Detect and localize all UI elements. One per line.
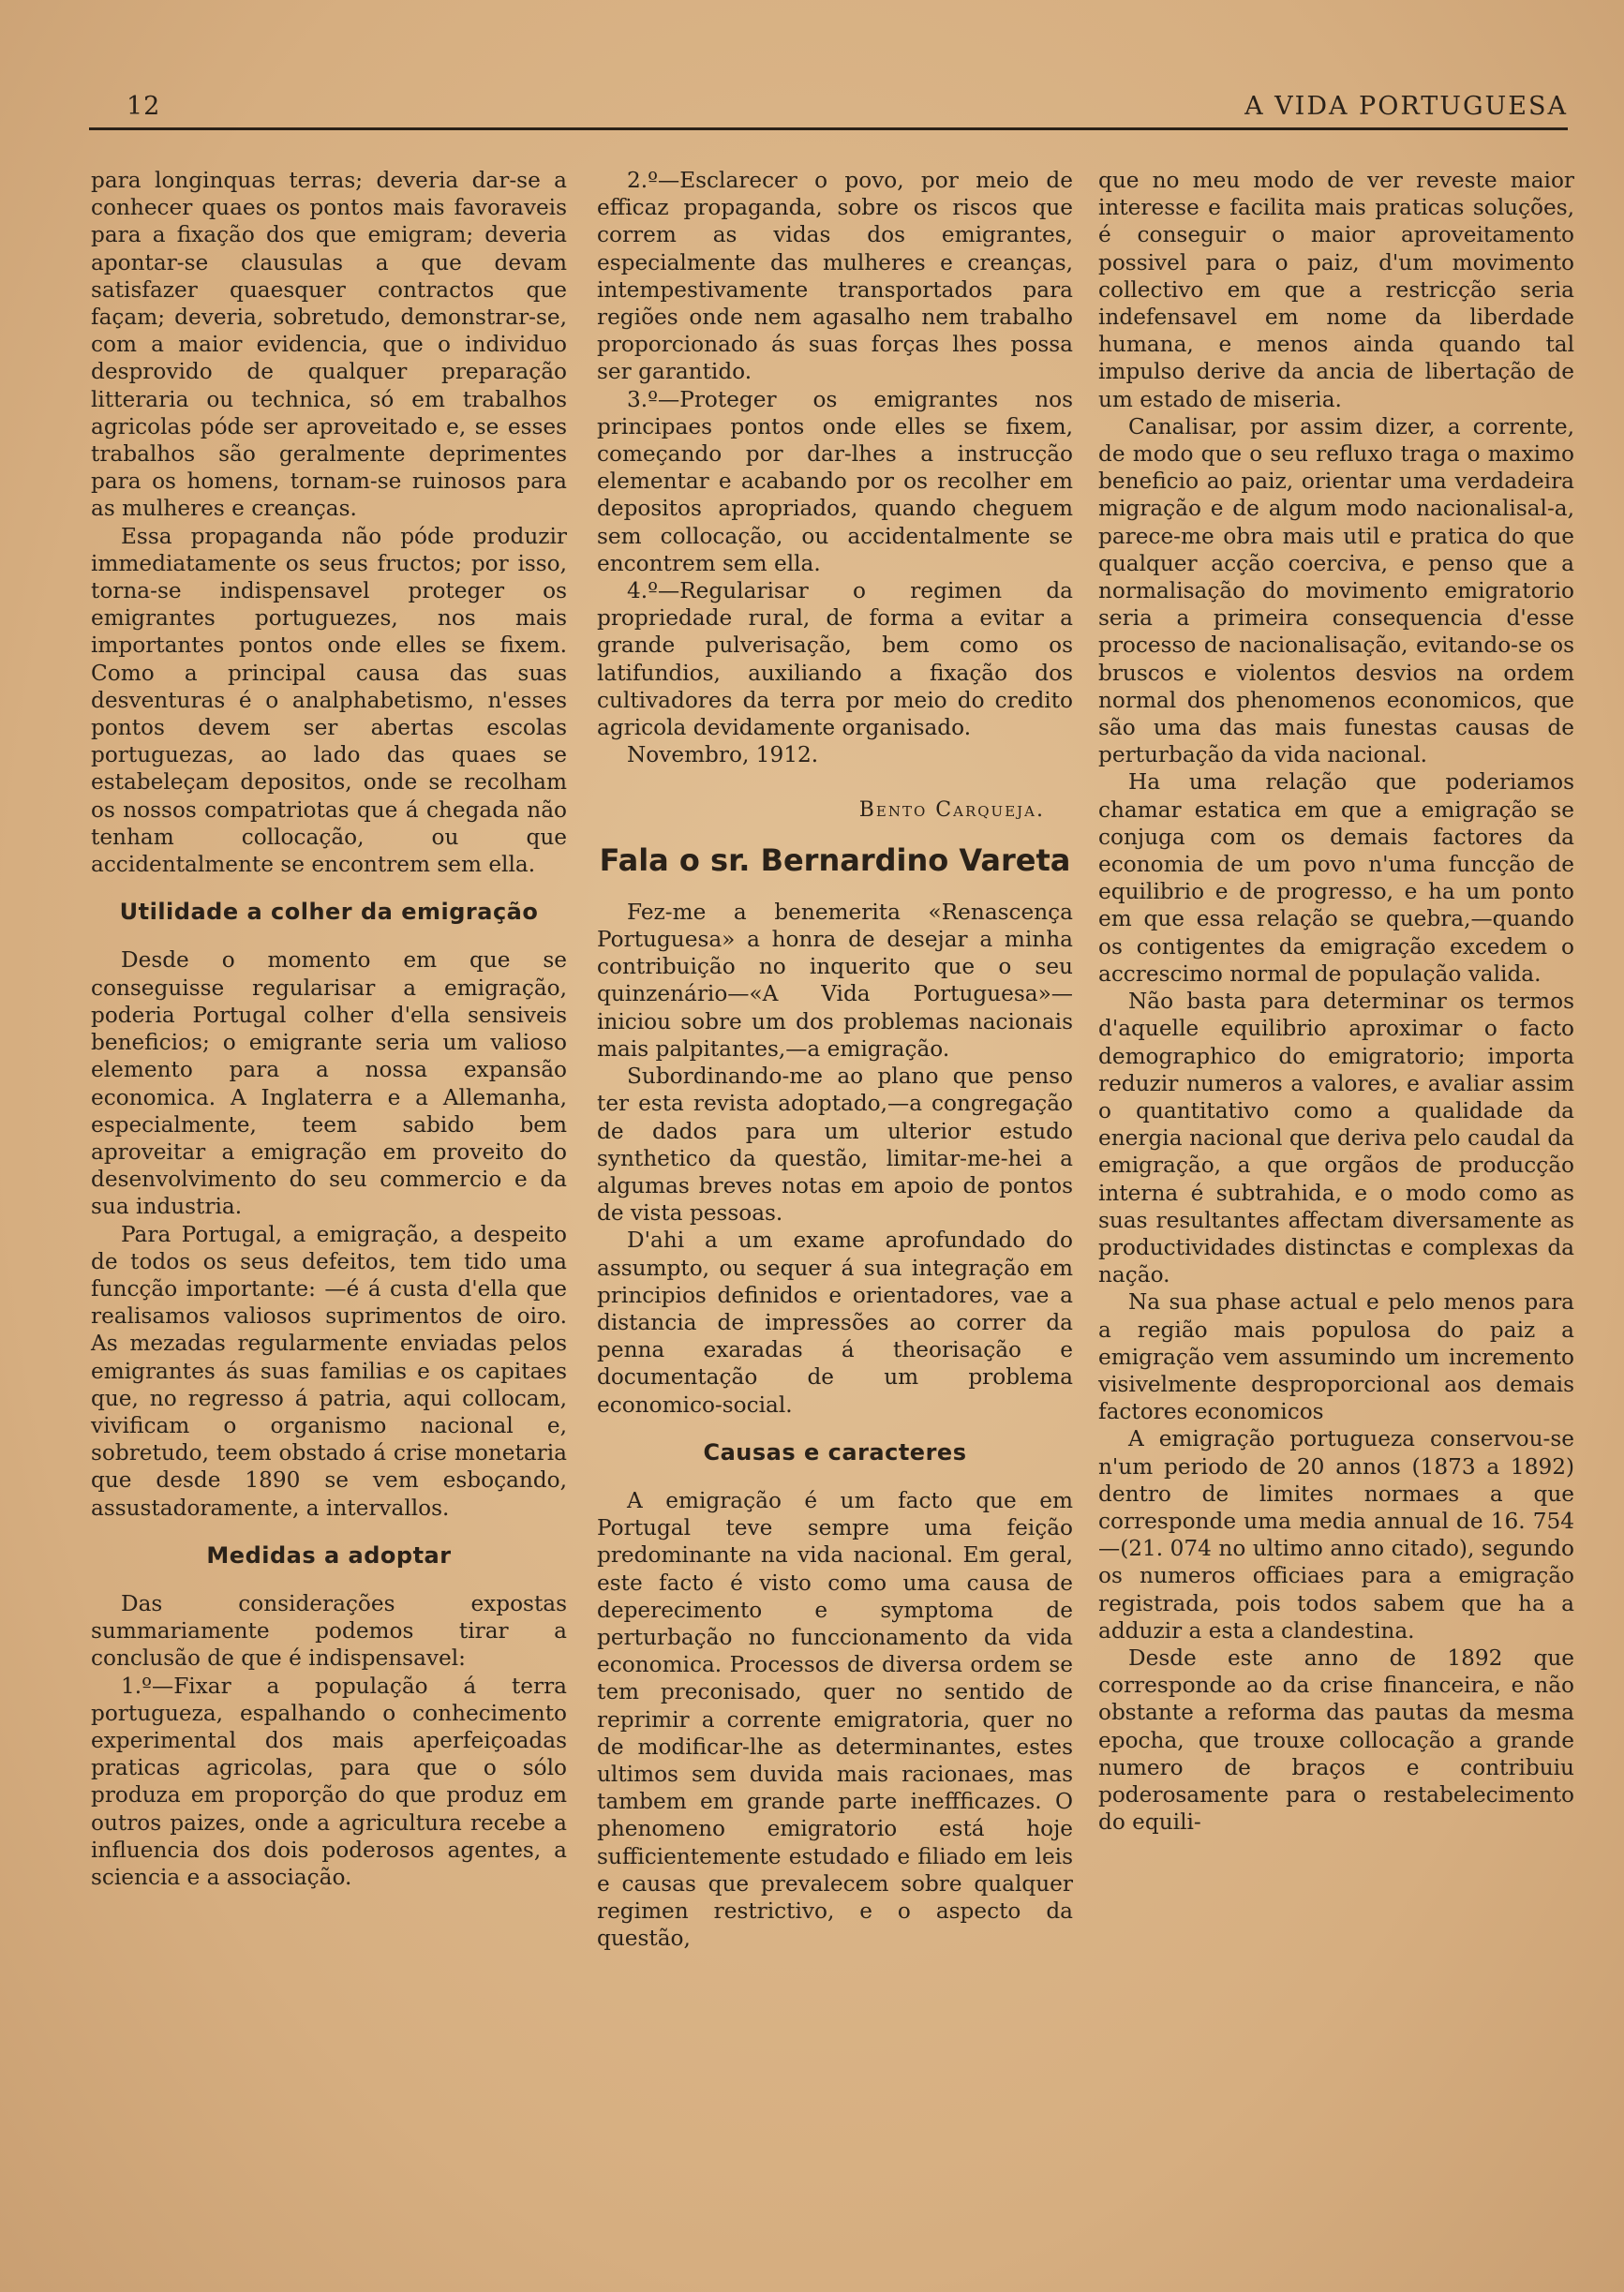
paragraph: para longinquas terras; deveria dar-se a conhecer quaes os pontos mais favoraveis para a fixação dos que emigram; deveria apontar-se clausulas a que devam satisfazer quaesquer contractos que façam; deveria, sobretudo, demonstrar-se, com a maior evidencia, que o individuo desprovido de qualquer preparação litteraria ou technica, só em trabalhos agricolas póde ser aproveitado e, se esses trabalhos são geralmente deprimentes para os homens, tornam-se ruinosos para as mulheres e creanças.: [91, 168, 567, 522]
article-date: Novembro, 1912.: [627, 742, 819, 768]
paragraph: Essa propaganda não póde produzir immediatamente os seus fructos; por isso, torna-se indispensavel proteger os emigrantes portuguezes, nos mais importantes pontos onde elles se fixem. Como a principal causa das suas desventuras é o analphabetismo, n'esses pontos devem ser abertas escolas portuguezas, ao lado das quaes se estabeleçam depositos, onde se recolham os nossos compatriotas que á chegada não tenham collocação, ou que accidentalmente se encontrem sem ella.: [91, 523, 567, 878]
paragraph: A emigração portugueza conservou-se n'um periodo de 20 annos (1873 a 1892) dentro de limites normaes a que corresponde uma media annual de 16. 754—(21. 074 no ultimo anno citado), segundo os numeros officiaes para a emigração registrada, pois todos sabem que ha a adduzir a esta a clandestina.: [1098, 1426, 1574, 1644]
paragraph: Não basta para determinar os termos d'aquelle equilibrio aproximar o facto demographico do emigratorio; importa reduzir numeros a valores, e avaliar assim o quantitativo como a qualidade da energia nacional que deriva pelo caudal da emigração, a que orgãos de producção interna é subtrahida, e o modo como as suas resultantes affectam diversamente as productividades distinctas e complexas da nação.: [1098, 989, 1574, 1288]
author-signature: Bento Carqueja.: [858, 798, 1045, 823]
page-number: 12: [127, 92, 161, 121]
running-title: A VIDA PORTUGUESA: [1244, 92, 1568, 121]
column-2: [597, 167, 1073, 1952]
section-heading: Causas e caracteres: [703, 1438, 967, 1466]
page-header: [89, 86, 1568, 124]
column-1: [91, 167, 567, 1891]
paragraph: que no meu modo de ver reveste maior interesse e facilita mais praticas soluções, é conseguir o maior aproveitamento possivel para o paiz, d'um movimento collectivo em que a restricção seria indefensavel em nome da liberdade humana, e menos ainda quando tal impulso derive da ancia de libertação de um estado de miseria.: [1098, 168, 1574, 412]
header-rule: [89, 127, 1568, 130]
paragraph: D'ahi a um exame aprofundado do assumpto, ou sequer á sua integração em principios definidos e orientadores, vae a distancia de impressões ao correr da penna exaradas á theorisação e documentação de um problema economico-social.: [597, 1228, 1073, 1418]
paragraph: Desde o momento em que se conseguisse regularisar a emigração, poderia Portugal colher d'ella sensiveis beneficios; o emigrante seria um valioso elemento para a nossa expansão economica. A Inglaterra e a Allemanha, especialmente, teem sabido bem aproveitar a emigração em proveito do desenvolvimento do seu commercio e da sua industria.: [91, 947, 567, 1220]
paragraph: 1.º—Fixar a população á terra portugueza, espalhando o conhecimento experimental dos mais aperfeiçoadas praticas agricolas, para que o sólo produza em proporção do que produz em outros paizes, onde a agricultura recebe a influencia dos dois poderosos agentes, a sciencia e a associação.: [91, 1673, 567, 1890]
column-3: [1098, 167, 1574, 1836]
paragraph: Ha uma relação que poderiamos chamar estatica em que a emigração se conjuga com os demais factores da economia de um povo n'uma funcção de equilibrio e de progresso, e ha um ponto em que essa relação se quebra,—quando os contigentes da emigração excedem o accrescimo normal de população valida.: [1098, 769, 1574, 987]
paragraph: Subordinando-me ao plano que penso ter esta revista adoptado,—a congregação de dados para um ulterior estudo synthetico da questão, limitar-me-hei a algumas breves notas em apoio de pontos de vista pessoas.: [597, 1064, 1073, 1227]
paragraph: Para Portugal, a emigração, a despeito de todos os seus defeitos, tem tido uma funcção importante: —é á custa d'ella que realisamos valiosos suprimentos de oiro. As mezadas regularmente enviadas pelos emigrantes ás suas familias e os capitaes que, no regresso á patria, aqui collocam, vivificam o organismo nacional e, sobretudo, teem obstado á crise monetaria que desde 1890 se vem esboçando, assustadoramente, a intervallos.: [91, 1221, 567, 1521]
paragraph: Na sua phase actual e pelo menos para a região mais populosa do paiz a emigração vem assumindo um incremento visivelmente desproporcional aos demais factores economicos: [1098, 1289, 1574, 1425]
paragraph: 3.º—Proteger os emigrantes nos principaes pontos onde elles se fixem, começando por dar-lhes a instrucção elementar e acabando por os recolher em depositos apropriados, quando cheguem sem collocação, ou accidentalmente se encontrem sem ella.: [597, 386, 1073, 576]
section-heading: Medidas a adoptar: [206, 1541, 452, 1569]
paragraph: Fez-me a benemerita «Renascença Portuguesa» a honra de desejar a minha contribuição no inquerito que o seu quinzenário—«A Vida Portuguesa»—iniciou sobre um dos problemas nacionais mais palpitantes,—a emigração.: [597, 899, 1073, 1062]
paragraph: A emigração é um facto que em Portugal teve sempre uma feição predominante na vida nacional. Em geral, este facto é visto como uma causa de deperecimento e symptoma de perturbação no funccionamento da vida economica. Processos de diversa ordem se tem preconisado, quer no sentido de reprimir a corrente emigratoria, quer no de modificar-lhe as determinantes, estes ultimos sem duvida mais racionaes, mas tambem em grande parte ineffficazes. O phenomeno emigratorio está hoje sufficientemente estudado e filiado em leis e causas que prevalecem sobre qualquer regimen restrictivo, e o aspecto da questão,: [597, 1487, 1073, 1952]
paragraph: Desde este anno de 1892 que corresponde ao da crise financeira, e não obstante a reforma das pautas da mesma epocha, que trouxe collocação a grande numero de braços e contribuiu poderosamente para o restabelecimento do equili-: [1098, 1645, 1574, 1836]
article-title: Fala o sr. Bernardino Vareta: [599, 841, 1071, 878]
paragraph: Canalisar, por assim dizer, a corrente, de modo que o seu refluxo traga o maximo beneficio ao paiz, orientar uma verdadeira migração e de algum modo nacionalisal-a, parece-me obra mais util e pratica do que qualquer acção coerciva, e penso que a normalisação do movimento emigratorio seria a primeira consequencia d'esse processo de nacionalisação, evitando-se os bruscos e violentos desvios na ordem normal dos phenomenos economicos, que são uma das mais funestas causas de perturbação da vida nacional.: [1098, 413, 1574, 768]
section-heading: Utilidade a colher da emigração: [119, 899, 539, 926]
paragraph: 4.º—Regularisar o regimen da propriedade rural, de forma a evitar a grande pulverisação, bem como os latifundios, auxiliando a fixação dos cultivadores da terra por meio do credito agricola devidamente organisado.: [597, 578, 1073, 741]
paragraph: 2.º—Esclarecer o povo, por meio de efficaz propaganda, sobre os riscos que correm as vidas dos emigrantes, especialmente das mulheres e creanças, intempestivamente transportados para regiões onde nem agasalho nem trabalho proporcionado ás suas forças lhes possa ser garantido.: [597, 168, 1073, 385]
paragraph: Das considerações expostas summariamente podemos tirar a conclusão de que é indispensavel:: [91, 1590, 567, 1672]
